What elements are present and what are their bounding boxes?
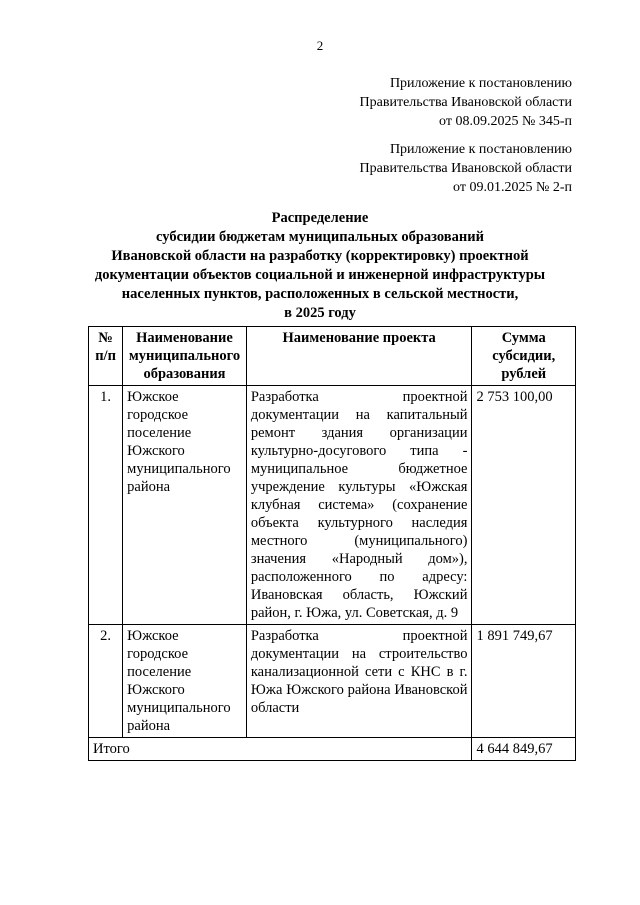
header-num: № п/п xyxy=(89,327,123,386)
row-municipality: Южское городское поселение Южского муниципального района xyxy=(123,625,247,738)
document-title xyxy=(60,209,580,323)
header-municipality: Наименование муниципального образования xyxy=(123,327,247,386)
table-row xyxy=(89,386,576,625)
title-line2: субсидии бюджетам муниципальных образований xyxy=(156,229,484,245)
header-project: Наименование проекта xyxy=(246,327,472,386)
title-line1: Распределение xyxy=(271,210,369,226)
appendix-note-2 xyxy=(360,140,572,197)
page-number: 2 xyxy=(316,38,324,53)
total-amount: 4 644 849,67 xyxy=(472,738,576,761)
row-num: 2. xyxy=(89,625,123,738)
appendix-2-line2: Правительства Ивановской области xyxy=(359,161,572,176)
title-line4: документации объектов социальной и инженерной инфраструктуры xyxy=(94,267,546,283)
appendix-note-1 xyxy=(360,74,572,131)
row-amount: 2 753 100,00 xyxy=(472,386,576,625)
row-municipality: Южское городское поселение Южского муниципального района xyxy=(123,386,247,625)
table-header-row xyxy=(89,327,576,386)
appendix-1-line2: Правительства Ивановской области xyxy=(359,95,572,110)
row-project: Разработка проектной документации на капитальный ремонт здания организации культурно-досугового типа - муниципальное бюджетное учреждение культуры «Южская клубная система» (сохранение объекта культурного наследия местного (муниципального) значения «Народный дом»), расположенного по адресу: Ивановская область, Южский район, г. Южа, ул. Советская, д. 9 xyxy=(246,386,472,625)
total-label: Итого xyxy=(89,738,472,761)
row-project: Разработка проектной документации на строительство канализационной сети с КНС в г. Южа Южского района Ивановской области xyxy=(246,625,472,738)
row-num: 1. xyxy=(89,386,123,625)
table-total-row xyxy=(89,738,576,761)
title-line3: Ивановской области на разработку (корректировку) проектной xyxy=(111,248,529,264)
title-line5: населенных пунктов, расположенных в сельской местности, xyxy=(121,286,519,302)
title-line6: в 2025 году xyxy=(284,305,356,321)
appendix-1-line3: от 08.09.2025 № 345-п xyxy=(439,114,572,129)
table-row xyxy=(89,625,576,738)
appendix-2-line1: Приложение к постановлению xyxy=(389,142,572,157)
appendix-2-line3: от 09.01.2025 № 2-п xyxy=(453,180,572,195)
appendix-1-line1: Приложение к постановлению xyxy=(389,76,572,91)
subsidy-table xyxy=(88,326,576,761)
header-amount: Сумма субсидии, рублей xyxy=(472,327,576,386)
row-amount: 1 891 749,67 xyxy=(472,625,576,738)
